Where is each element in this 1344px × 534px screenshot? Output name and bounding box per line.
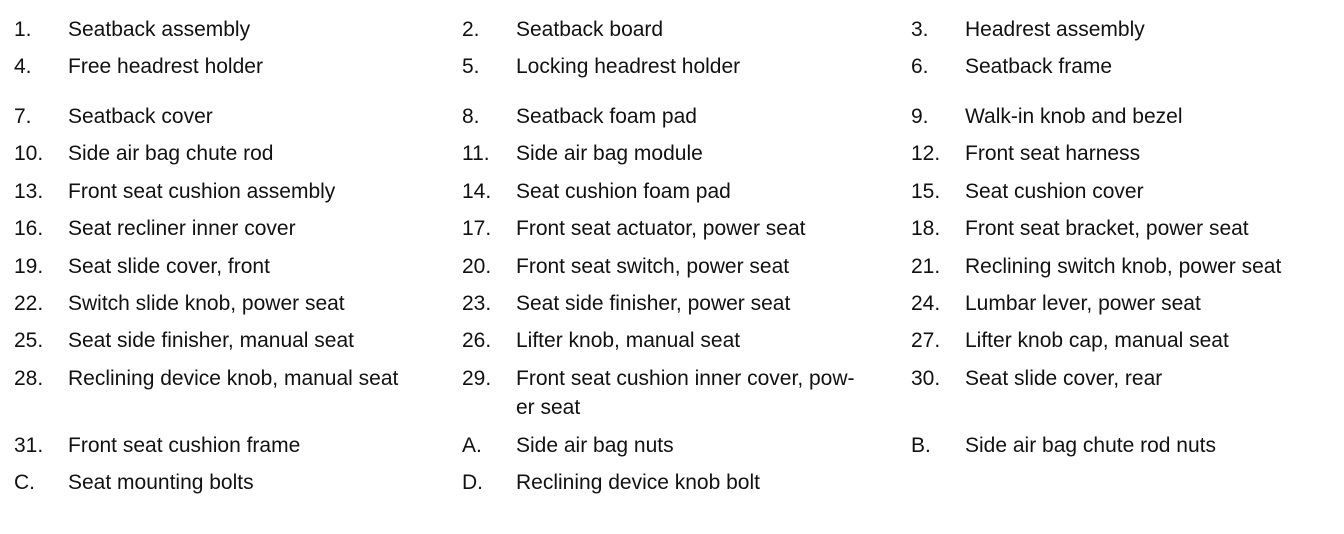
item-number: 18.	[911, 217, 941, 240]
item-description: Seat cushion foam pad	[516, 180, 731, 203]
item-number: 26.	[462, 329, 492, 352]
item-number: 19.	[14, 255, 44, 278]
item-description: Lifter knob, manual seat	[516, 329, 741, 352]
item-number: 20.	[462, 255, 492, 278]
item-number: 22.	[14, 292, 44, 315]
item-number: D.	[462, 471, 483, 494]
item-description: Side air bag chute rod nuts	[965, 434, 1216, 457]
item-number: 7.	[14, 105, 32, 128]
item-description: Front seat switch, power seat	[516, 255, 790, 278]
item-description: Seat slide cover, front	[68, 255, 270, 278]
item-description: Seatback foam pad	[516, 105, 697, 128]
item-description: Seat recliner inner cover	[68, 217, 296, 240]
item-number: 28.	[14, 367, 44, 390]
item-number: 10.	[14, 142, 44, 165]
item-description: Seatback frame	[965, 55, 1113, 78]
item-description: Reclining device knob bolt	[516, 471, 760, 494]
item-description: Reclining switch knob, power seat	[965, 255, 1282, 278]
item-description: Side air bag chute rod	[68, 142, 274, 165]
item-number: 5.	[462, 55, 480, 78]
item-description: Side air bag nuts	[516, 434, 674, 457]
item-number: B.	[911, 434, 931, 457]
item-description: Seat side finisher, manual seat	[68, 329, 355, 352]
item-number: 4.	[14, 55, 32, 78]
item-number: 6.	[911, 55, 929, 78]
item-description: Side air bag module	[516, 142, 703, 165]
item-description: Reclining device knob, manual seat	[68, 367, 399, 390]
item-description: Front seat cushion inner cover, pow-	[516, 367, 855, 390]
item-number: 14.	[462, 180, 492, 203]
item-number: 3.	[911, 18, 929, 41]
item-number: C.	[14, 471, 35, 494]
item-description-continued: er seat	[516, 396, 581, 419]
item-number: 2.	[462, 18, 480, 41]
item-number: 16.	[14, 217, 44, 240]
item-description: Seat side finisher, power seat	[516, 292, 791, 315]
item-number: 25.	[14, 329, 44, 352]
item-description: Free headrest holder	[68, 55, 263, 78]
item-description: Front seat cushion assembly	[68, 180, 336, 203]
item-description: Locking headrest holder	[516, 55, 741, 78]
item-number: 1.	[14, 18, 32, 41]
item-number: 15.	[911, 180, 941, 203]
item-number: 23.	[462, 292, 492, 315]
item-description: Front seat bracket, power seat	[965, 217, 1249, 240]
item-description: Seat mounting bolts	[68, 471, 254, 494]
item-description: Seat slide cover, rear	[965, 367, 1163, 390]
item-description: Walk-in knob and bezel	[965, 105, 1183, 128]
item-number: 17.	[462, 217, 492, 240]
item-description: Headrest assembly	[965, 18, 1145, 41]
item-description: Seatback board	[516, 18, 664, 41]
item-description: Lifter knob cap, manual seat	[965, 329, 1229, 352]
item-description: Seatback cover	[68, 105, 213, 128]
item-description: Lumbar lever, power seat	[965, 292, 1201, 315]
item-description: Front seat cushion frame	[68, 434, 301, 457]
item-number: 21.	[911, 255, 941, 278]
item-description: Front seat harness	[965, 142, 1141, 165]
item-number: 13.	[14, 180, 44, 203]
item-number: 8.	[462, 105, 480, 128]
item-number: 29.	[462, 367, 492, 390]
item-description: Front seat actuator, power seat	[516, 217, 806, 240]
item-number: 24.	[911, 292, 941, 315]
item-number: 12.	[911, 142, 941, 165]
item-number: A.	[462, 434, 482, 457]
item-description: Seat cushion cover	[965, 180, 1144, 203]
item-number: 30.	[911, 367, 941, 390]
item-description: Switch slide knob, power seat	[68, 292, 345, 315]
item-number: 27.	[911, 329, 941, 352]
item-number: 9.	[911, 105, 929, 128]
item-number: 31.	[14, 434, 44, 457]
item-number: 11.	[462, 142, 490, 165]
item-description: Seatback assembly	[68, 18, 251, 41]
